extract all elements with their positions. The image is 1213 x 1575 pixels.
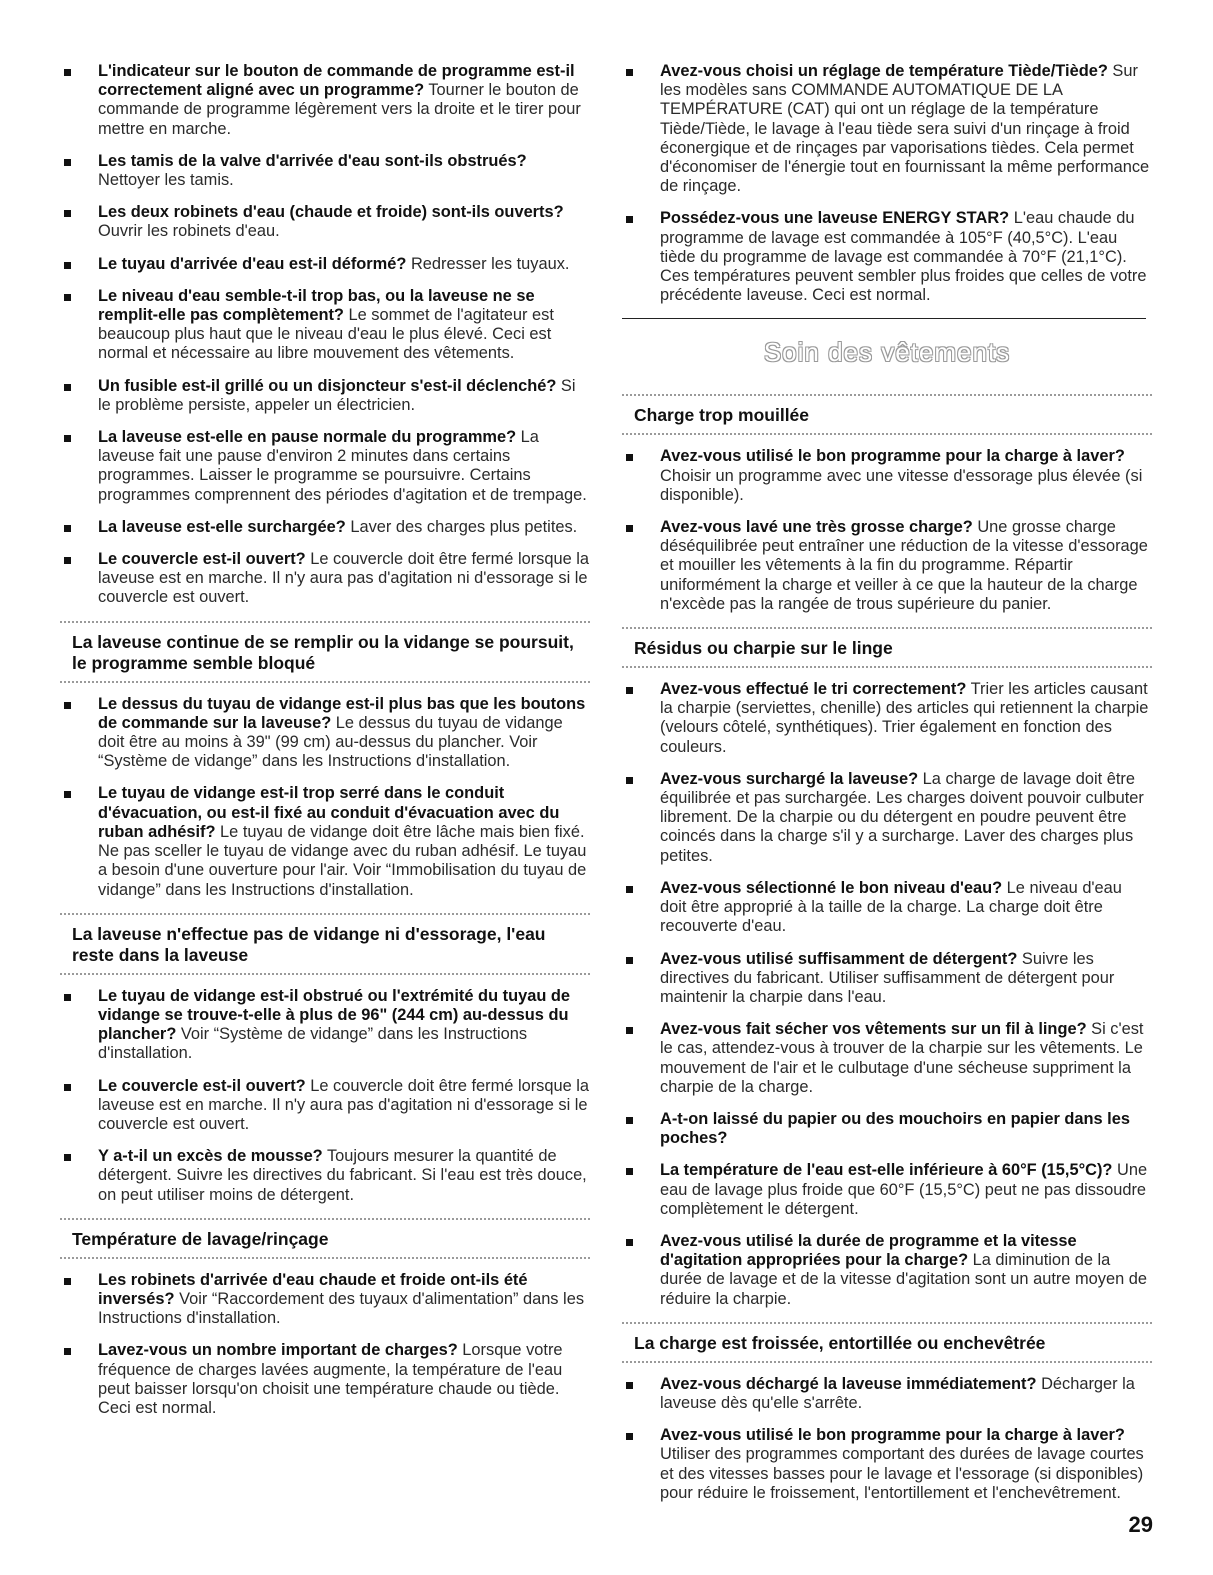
- item-answer: Ouvrir les robinets d'eau.: [98, 222, 280, 241]
- item-answer: Lorsque votre fréquence de charges lavées augmente, la température de l'eau peut baisser lorsqu'on choisit une température chaude ou tiède. Ceci est normal.: [98, 1341, 563, 1417]
- list-item: [622, 209, 1152, 305]
- item-list: [622, 680, 1152, 1309]
- item-answer: Nettoyer les tamis.: [98, 171, 234, 190]
- list-item: [60, 428, 590, 505]
- item-answer: L'eau chaude du programme de lavage est commandée à 105°F (40,5°C). L'eau tiède du programme de lavage est commandée à 70°F (21,1°C). Ces températures peuvent sembler plus froides que celles de votre précédente laveuse. Ceci est normal.: [660, 209, 1147, 305]
- item-list: [622, 447, 1152, 614]
- left-column: [60, 62, 590, 1431]
- item-question: Le tuyau de vidange est-il obstrué ou l'extrémité du tuyau de vidange se trouve-t-elle à plus de 96" (244 cm) au-dessus du plancher?: [98, 986, 571, 1044]
- square-bullet-icon: [64, 210, 71, 217]
- item-question: Avez-vous choisi un réglage de température Tiède/Tiède?: [660, 62, 1108, 80]
- square-bullet-icon: [64, 294, 71, 301]
- dotted-rule: [622, 433, 1152, 435]
- item-answer: Choisir un programme avec une vitesse d'essorage plus élevée (si disponible).: [660, 466, 1143, 504]
- square-bullet-icon: [64, 384, 71, 391]
- square-bullet-icon: [626, 777, 633, 784]
- item-answer: Redresser les tuyaux.: [406, 254, 570, 273]
- item-answer: Trier les articles causant la charpie (serviettes, chenille) des articles qui retiennent la charpie (velours côtelé, synthétiques). Trier également en fonction des couleurs.: [660, 680, 1149, 756]
- list-item: [60, 987, 590, 1064]
- square-bullet-icon: [626, 1382, 633, 1389]
- dotted-rule: [622, 666, 1152, 668]
- right-column: [622, 62, 1152, 1516]
- list-item: [60, 203, 590, 241]
- item-question: Le couvercle est-il ouvert?: [98, 550, 306, 569]
- square-bullet-icon: [626, 1027, 633, 1034]
- list-item: [622, 879, 1152, 937]
- item-question: Avez-vous effectué le tri correctement?: [660, 680, 967, 699]
- care-section-title: Soin des vêtements: [763, 337, 1011, 368]
- item-list: [622, 1375, 1152, 1503]
- item-answer: Décharger la laveuse dès qu'elle s'arrête.: [660, 1374, 1135, 1412]
- section-heading: [60, 913, 590, 975]
- dotted-rule: [60, 1257, 590, 1259]
- item-question: Le tuyau d'arrivée d'eau est-il déformé?: [98, 254, 407, 273]
- list-item: [60, 1077, 590, 1135]
- square-bullet-icon: [64, 435, 71, 442]
- item-answer: Le sommet de l'agitateur est beaucoup plus haut que le niveau d'eau le plus élevé. Ceci est normal et nécessaire au libre mouvement des vêtements.: [98, 306, 554, 363]
- item-answer: Suivre les directives du fabricant. Utiliser suffisamment de détergent pour maintenir la charpie dans l'eau.: [660, 949, 1115, 1006]
- section-title: Température de lavage/rinçage: [72, 1228, 329, 1249]
- list-item: [60, 377, 590, 415]
- list-item: [622, 1375, 1152, 1413]
- item-list: [622, 62, 1152, 305]
- item-answer: La diminution de la durée de lavage et de la vitesse d'agitation sont un autre moyen de réduire la charpie.: [660, 1251, 1147, 1308]
- square-bullet-icon: [64, 1084, 71, 1091]
- item-answer: La charge de lavage doit être équilibrée et pas surchargée. Les charges doivent pouvoir culbuter librement. De la charpie ou du détergent en poudre peuvent être coincés dans la charge s'il y a surcharge. Laver des charges plus petites.: [660, 769, 1144, 865]
- square-bullet-icon: [626, 1117, 633, 1124]
- item-question: Y a-t-il un excès de mousse?: [98, 1147, 323, 1166]
- item-question: L'indicateur sur le bouton de commande de programme est-il correctement aligné avec un programme?: [98, 62, 575, 100]
- item-answer: Tourner le bouton de commande de programme légèrement vers la droite et le tirer pour mettre en marche.: [98, 81, 581, 138]
- square-bullet-icon: [626, 1168, 633, 1175]
- list-item: [622, 447, 1152, 505]
- item-question: La laveuse est-elle en pause normale du programme?: [98, 428, 517, 447]
- square-bullet-icon: [64, 702, 71, 709]
- square-bullet-icon: [64, 525, 71, 532]
- item-question: A-t-on laissé du papier ou des mouchoirs en papier dans les poches?: [660, 1109, 1130, 1148]
- square-bullet-icon: [626, 886, 633, 893]
- section-heading: [622, 627, 1152, 668]
- item-question: Avez-vous utilisé le bon programme pour la charge à laver?: [660, 1426, 1125, 1445]
- item-answer: La laveuse fait une pause d'environ 2 minutes dans certains programmes. Laisser le programme se poursuivre. Certains programmes comprennent des périodes d'agitation et de trempage.: [98, 428, 587, 504]
- item-answer: Le tuyau de vidange doit être lâche mais bien fixé. Ne pas sceller le tuyau de vidange avec du ruban adhésif. Le tuyau a besoin d'une ouverture pour l'air. Voir “Immobilisation du tuyau de vidange” dans les Instructions d'installation.: [98, 822, 587, 899]
- care-section-header: [622, 318, 1152, 388]
- item-question: Lavez-vous un nombre important de charges?: [98, 1341, 458, 1360]
- section-heading: [622, 1322, 1152, 1363]
- section-title: La charge est froissée, entortillée ou enchevêtrée: [634, 1332, 1046, 1353]
- item-question: Le dessus du tuyau de vidange est-il plus bas que les boutons de commande sur la laveuse?: [98, 694, 586, 732]
- item-question: Le couvercle est-il ouvert?: [98, 1076, 306, 1095]
- section-title: Charge trop mouillée: [634, 405, 810, 426]
- square-bullet-icon: [64, 1154, 71, 1161]
- item-question: Avez-vous surchargé la laveuse?: [660, 769, 919, 788]
- list-item: [60, 152, 590, 190]
- square-bullet-icon: [626, 1433, 633, 1440]
- list-item: [622, 1020, 1152, 1097]
- list-item: [60, 695, 590, 772]
- item-answer: Toujours mesurer la quantité de détergent. Suivre les directives du fabricant. Si l'eau est très douce, on peut utiliser moins de détergent.: [98, 1147, 587, 1204]
- item-answer: Le niveau d'eau doit être approprié à la taille de la charge. La charge doit être recouverte d'eau.: [660, 878, 1122, 936]
- square-bullet-icon: [626, 216, 633, 223]
- list-item: [60, 784, 590, 899]
- list-item: [60, 1147, 590, 1205]
- section-heading: [622, 394, 1152, 435]
- list-item: [622, 1232, 1152, 1309]
- item-question: Les tamis de la valve d'arrivée d'eau sont-ils obstrués?: [98, 151, 527, 170]
- list-item: [60, 1271, 590, 1329]
- square-bullet-icon: [626, 525, 633, 532]
- dotted-rule: [60, 681, 590, 683]
- item-question: Le niveau d'eau semble-t-il trop bas, ou la laveuse ne se remplit-elle pas complètement?: [98, 286, 535, 325]
- item-answer: Voir “Raccordement des tuyaux d'alimentation” dans les Instructions d'installation.: [98, 1289, 585, 1328]
- list-item: [622, 680, 1152, 757]
- item-question: Possédez-vous une laveuse ENERGY STAR?: [660, 209, 1010, 228]
- item-list: [60, 695, 590, 900]
- list-item: [60, 550, 590, 608]
- list-item: [622, 518, 1152, 614]
- square-bullet-icon: [64, 994, 71, 1001]
- item-question: Avez-vous lavé une très grosse charge?: [660, 518, 973, 537]
- list-item: [622, 950, 1152, 1008]
- item-answer: Une grosse charge déséquilibrée peut entraîner une réduction de la vitesse d'essorage et mouiller les vêtements à la fin du programme. Répartir uniformément la charge et veiller à ce que la hauteur de la charge n'excède pas la rangée de trous supérieure du panier.: [660, 518, 1148, 613]
- square-bullet-icon: [64, 159, 71, 166]
- page-number: 29: [1128, 1512, 1153, 1537]
- square-bullet-icon: [626, 687, 633, 694]
- item-answer: Une eau de lavage plus froide que 60°F (15,5°C) peut ne pas dissoudre complètement le détergent.: [660, 1161, 1148, 1218]
- list-item: [622, 1426, 1152, 1503]
- item-question: Le tuyau de vidange est-il trop serré dans le conduit d'évacuation, ou est-il fixé au conduit d'évacuation avec du ruban adhésif?: [98, 784, 560, 841]
- item-question: Un fusible est-il grillé ou un disjoncteur s'est-il déclenché?: [98, 376, 557, 395]
- item-question: Avez-vous utilisé la durée de programme et la vitesse d'agitation appropriées pour la charge?: [660, 1231, 1077, 1270]
- item-question: Les robinets d'arrivée d'eau chaude et froide ont-ils été inversés?: [98, 1270, 528, 1308]
- square-bullet-icon: [64, 262, 71, 269]
- square-bullet-icon: [64, 69, 71, 76]
- item-question: Avez-vous fait sécher vos vêtements sur un fil à linge?: [660, 1020, 1087, 1039]
- item-answer: Le couvercle doit être fermé lorsque la laveuse est en marche. Il n'y aura pas d'agitation ni d'essorage si le couvercle est ouvert.: [98, 1076, 590, 1133]
- list-item: [622, 770, 1152, 866]
- item-answer: Voir “Système de vidange” dans les Instructions d'installation.: [98, 1025, 528, 1063]
- list-item: [622, 62, 1152, 196]
- dotted-rule: [60, 973, 590, 975]
- item-answer: Le couvercle doit être fermé lorsque la laveuse est en marche. Il n'y aura pas d'agitation ni d'essorage si le couvercle est ouvert.: [98, 550, 590, 607]
- item-question: Avez-vous sélectionné le bon niveau d'eau?: [660, 878, 1003, 897]
- square-bullet-icon: [626, 957, 633, 964]
- square-bullet-icon: [626, 69, 633, 76]
- list-item: [622, 1110, 1152, 1148]
- list-item: [60, 1341, 590, 1418]
- list-item: [60, 255, 590, 274]
- square-bullet-icon: [626, 454, 633, 461]
- square-bullet-icon: [64, 1348, 71, 1355]
- item-answer: Laver des charges plus petites.: [345, 517, 578, 536]
- item-question: Avez-vous utilisé suffisamment de détergent?: [660, 949, 1018, 968]
- dotted-rule: [622, 1361, 1152, 1363]
- item-answer: Sur les modèles sans COMMANDE AUTOMATIQUE DE LA TEMPÉRATURE (CAT) qui ont un réglage de la température Tiède/Tiède, le lavage à l'eau tiède sera suivi d'un rinçage à froid éconergique et de rinçages par vaporisations tièdes. Cela permet d'économiser de l'énergie tout en fournissant la même performance de rinçage.: [660, 62, 1150, 196]
- section-heading: [60, 621, 590, 683]
- item-question: Avez-vous déchargé la laveuse immédiatement?: [660, 1374, 1037, 1393]
- list-item: [60, 518, 590, 537]
- item-answer: Le dessus du tuyau de vidange doit être au moins à 39" (99 cm) au-dessus du plancher. Voir “Système de vidange” dans les Instructions d'installation.: [98, 713, 563, 771]
- item-list: [60, 62, 590, 608]
- item-answer: Si le problème persiste, appeler un électricien.: [98, 376, 576, 414]
- item-question: Avez-vous utilisé le bon programme pour la charge à laver?: [660, 447, 1125, 466]
- item-question: Les deux robinets d'eau (chaude et froide) sont-ils ouverts?: [98, 203, 564, 222]
- section-title: Résidus ou charpie sur le linge: [634, 638, 893, 659]
- item-list: [60, 987, 590, 1205]
- item-answer: Si c'est le cas, attendez-vous à trouver de la charpie sur les vêtements. Le mouvement de l'air et le culbutage d'une sécheuse suppriment la charpie de la charge.: [660, 1020, 1144, 1096]
- square-bullet-icon: [64, 791, 71, 798]
- square-bullet-icon: [626, 1239, 633, 1246]
- square-bullet-icon: [64, 1278, 71, 1285]
- item-question: La température de l'eau est-elle inférieure à 60°F (15,5°C)?: [660, 1161, 1113, 1180]
- item-question: La laveuse est-elle surchargée?: [98, 517, 346, 536]
- section-title: La laveuse n'effectue pas de vidange ni d'essorage, l'eau reste dans la laveuse: [72, 923, 546, 965]
- section-title: La laveuse continue de se remplir ou la vidange se poursuit, le programme semble bloqué: [72, 631, 574, 673]
- item-answer: Utiliser des programmes comportant des durées de lavage courtes et des vitesses basses pour le lavage et l'essorage (si disponibles) pour réduire le froissement, l'entortillement et l'enchevêtrement.: [660, 1445, 1144, 1502]
- square-bullet-icon: [64, 557, 71, 564]
- list-item: [60, 62, 590, 139]
- list-item: [622, 1161, 1152, 1219]
- section-heading: [60, 1218, 590, 1259]
- list-item: [60, 287, 590, 364]
- item-list: [60, 1271, 590, 1418]
